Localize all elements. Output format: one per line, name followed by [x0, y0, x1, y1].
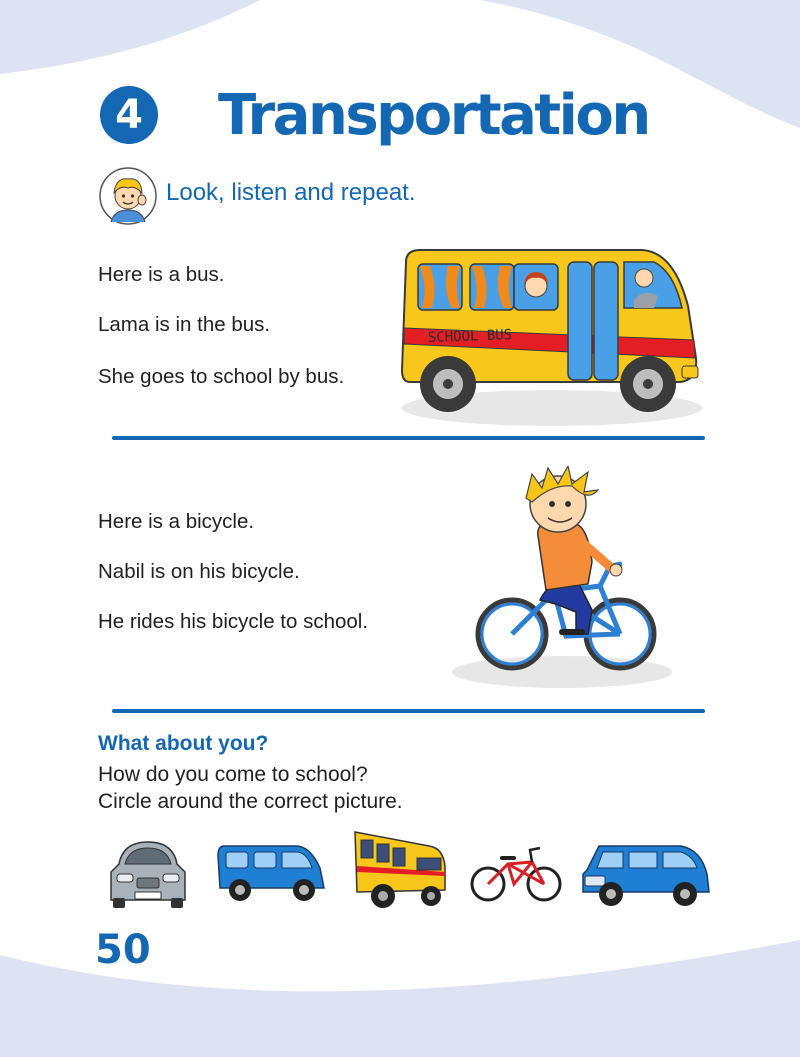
school-bus-illustration — [392, 238, 710, 436]
bus-sign-text: SCHOOL BUS — [427, 327, 513, 346]
question-line-1: How do you come to school? — [98, 763, 368, 786]
bus-sentence-1: Here is a bus. — [98, 263, 225, 286]
unit-number-badge: 4 — [100, 86, 158, 144]
page-title: Transportation — [218, 83, 649, 148]
listening-boy-icon — [98, 166, 158, 226]
section-divider-1 — [112, 436, 705, 440]
question-heading: What about you? — [98, 732, 269, 755]
car-option-picture[interactable] — [103, 834, 193, 914]
bicycle-sentence-3: He rides his bicycle to school. — [98, 610, 369, 633]
jeep-option-picture[interactable] — [577, 838, 715, 910]
bicycle-sentence-2: Nabil is on his bicycle. — [98, 560, 300, 583]
van-option-picture[interactable] — [212, 838, 330, 906]
school-bus-option-picture[interactable] — [347, 822, 453, 914]
page-number: 50 — [95, 927, 151, 973]
bus-sentence-3: She goes to school by bus. — [98, 365, 345, 388]
bus-sentence-2: Lama is in the bus. — [98, 313, 271, 336]
instruction-text: Look, listen and repeat. — [166, 179, 416, 206]
bicycle-sentence-1: Here is a bicycle. — [98, 510, 255, 533]
section-divider-2 — [112, 709, 705, 713]
bicycle-option-picture[interactable] — [468, 842, 564, 904]
boy-on-bicycle-illustration — [442, 466, 672, 692]
question-line-2: Circle around the correct picture. — [98, 790, 403, 813]
